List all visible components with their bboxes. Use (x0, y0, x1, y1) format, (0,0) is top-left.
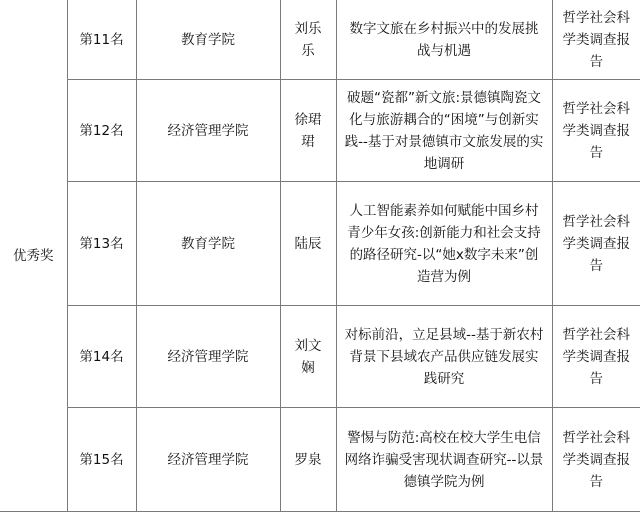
name-cell: 陆辰 (280, 182, 336, 306)
title-cell: 数字文旅在乡村振兴中的发展挑战与机遇 (336, 0, 552, 80)
college-cell: 教育学院 (136, 182, 280, 306)
table-row (0, 80, 640, 182)
type-cell: 哲学社会科学类调查报告 (552, 0, 640, 80)
title-cell: 人工智能素养如何赋能中国乡村青少年女孩:创新能力和社会支持的路径研究-以“她x数字未来”创造营为例 (336, 182, 552, 306)
college-cell: 经济管理学院 (136, 306, 280, 408)
title-cell: 对标前沿，立足县域--基于新农村背景下县域农产品供应链发展实践研究 (336, 306, 552, 408)
college-cell: 经济管理学院 (136, 80, 280, 182)
name-cell: 刘乐乐 (280, 0, 336, 80)
name-cell: 徐珺珺 (280, 80, 336, 182)
name-cell: 刘文娴 (280, 306, 336, 408)
type-cell: 哲学社会科学类调查报告 (552, 408, 640, 512)
table-row (0, 0, 640, 80)
rank-cell: 第13名 (67, 182, 136, 306)
rank-cell: 第15名 (67, 408, 136, 512)
award-category-cell: 优秀奖 (0, 0, 67, 512)
table-row (0, 182, 640, 306)
table-row (0, 306, 640, 408)
title-cell: 破题“瓷都”新文旅:景德镇陶瓷文化与旅游耦合的“困境”与创新实践--基于对景德镇市文旅发展的实地调研 (336, 80, 552, 182)
rank-cell: 第14名 (67, 306, 136, 408)
name-cell: 罗泉 (280, 408, 336, 512)
title-cell: 警惕与防范:高校在校大学生电信网络诈骗受害现状调查研究--以景德镇学院为例 (336, 408, 552, 512)
table-row (0, 408, 640, 512)
rank-cell: 第12名 (67, 80, 136, 182)
college-cell: 教育学院 (136, 0, 280, 80)
rank-cell: 第11名 (67, 0, 136, 80)
type-cell: 哲学社会科学类调查报告 (552, 182, 640, 306)
college-cell: 经济管理学院 (136, 408, 280, 512)
type-cell: 哲学社会科学类调查报告 (552, 80, 640, 182)
type-cell: 哲学社会科学类调查报告 (552, 306, 640, 408)
